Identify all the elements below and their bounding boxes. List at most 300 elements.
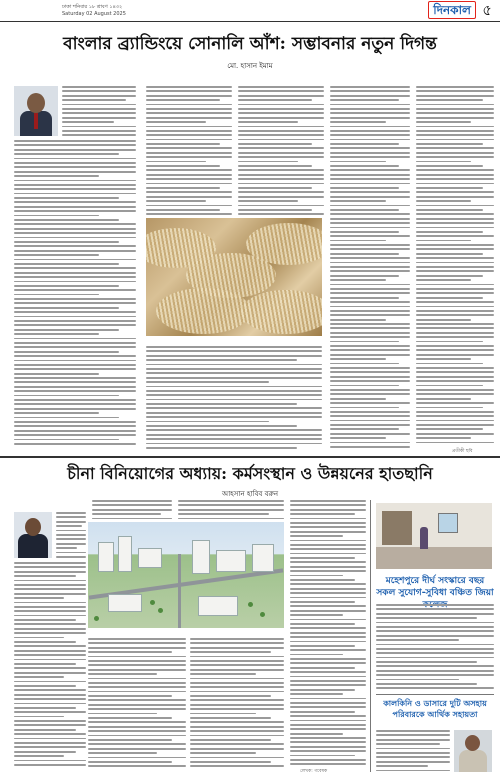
body-text-line <box>330 200 386 202</box>
body-text-line <box>14 171 136 173</box>
body-text-line <box>62 112 136 114</box>
body-text-line <box>146 152 232 154</box>
body-text-line <box>416 104 494 106</box>
body-text-line <box>376 752 450 754</box>
body-text-line <box>290 544 366 546</box>
body-text-line <box>290 632 366 634</box>
body-text-line <box>178 500 284 502</box>
body-text-line <box>238 187 312 189</box>
body-text-line <box>62 95 136 97</box>
body-text-line <box>416 411 494 413</box>
body-text-line <box>290 601 355 603</box>
body-text-line <box>330 196 410 198</box>
author-photo-jute <box>14 86 58 136</box>
body-text-line <box>14 733 86 735</box>
body-text-line <box>146 429 322 431</box>
body-text-line <box>14 417 119 419</box>
body-text-line <box>14 263 119 265</box>
body-text-line <box>376 626 494 628</box>
body-text-line <box>14 373 99 375</box>
body-text-line <box>190 713 256 715</box>
body-text-line <box>290 592 366 594</box>
body-text-line <box>14 342 136 344</box>
body-text-line <box>146 421 269 423</box>
body-text-line <box>14 580 86 582</box>
body-text-line <box>416 279 471 281</box>
body-text-line <box>14 562 86 564</box>
body-text-line <box>330 86 410 88</box>
body-text-line <box>416 270 494 272</box>
body-text-line <box>238 178 324 180</box>
body-text-line <box>330 389 410 391</box>
body-text-line <box>416 442 494 444</box>
page-header <box>0 0 500 22</box>
body-text-line <box>376 644 494 646</box>
body-text-line <box>290 684 366 686</box>
body-text-line <box>416 156 494 158</box>
body-text-line <box>88 735 186 737</box>
body-text-line <box>190 717 271 719</box>
body-text-line <box>238 165 312 167</box>
body-text-line <box>14 316 136 318</box>
body-text-line <box>330 253 399 255</box>
body-text-line <box>416 222 494 224</box>
body-text-line <box>190 752 256 754</box>
body-text-line <box>330 147 410 149</box>
body-text-line <box>290 627 366 629</box>
jute-column-1b <box>14 140 136 450</box>
body-text-line <box>416 349 494 351</box>
body-text-line <box>14 698 86 700</box>
body-text-line <box>416 205 494 207</box>
body-text-line <box>146 86 232 88</box>
body-text-line <box>62 86 136 88</box>
body-text-line <box>238 112 324 114</box>
body-text-line <box>14 672 86 674</box>
body-text-line <box>146 130 232 132</box>
body-text-line <box>330 314 410 316</box>
china-column-1a <box>56 512 86 560</box>
body-text-line <box>88 699 186 701</box>
body-text-line <box>416 301 494 303</box>
body-text-line <box>330 323 410 325</box>
body-text-line <box>330 371 410 373</box>
body-text-line <box>14 566 86 568</box>
body-text-line <box>416 345 494 347</box>
body-text-line <box>290 605 366 607</box>
body-text-line <box>376 617 477 619</box>
body-text-line <box>190 638 284 640</box>
body-text-line <box>330 108 410 110</box>
body-text-line <box>88 678 186 680</box>
body-text-line <box>330 262 410 264</box>
body-text-line <box>238 161 298 163</box>
body-text-line <box>330 222 410 224</box>
body-text-line <box>330 178 410 180</box>
body-text-line <box>14 140 136 142</box>
body-text-line <box>416 367 494 369</box>
body-text-line <box>376 622 494 624</box>
body-text-line <box>14 703 86 705</box>
body-text-line <box>330 270 410 272</box>
body-text-line <box>190 743 284 745</box>
body-text-line <box>290 513 355 515</box>
body-text-line <box>238 108 324 110</box>
body-text-line <box>62 126 136 128</box>
body-text-line <box>146 99 220 101</box>
body-text-line <box>290 518 366 520</box>
body-text-line <box>416 323 494 325</box>
body-text-line <box>88 708 186 710</box>
body-text-line <box>14 232 136 234</box>
body-text-line <box>146 178 232 180</box>
body-text-line <box>178 518 284 520</box>
body-text-line <box>416 253 483 255</box>
body-text-line <box>190 682 284 684</box>
body-text-line <box>190 730 284 732</box>
body-text-line <box>190 748 284 750</box>
body-text-line <box>146 434 322 436</box>
body-text-line <box>416 319 471 321</box>
body-text-line <box>62 117 136 119</box>
body-text-line <box>14 144 136 146</box>
body-text-line <box>190 704 284 706</box>
date-bangla: ঢাকা শনিবার ১৮ শ্রাবণ ১৪৩২ <box>62 4 123 10</box>
body-text-line <box>14 197 119 199</box>
newspaper-masthead-logo: দিনকাল <box>428 1 476 19</box>
body-text-line <box>416 117 494 119</box>
body-text-line <box>416 231 483 233</box>
body-text-line <box>376 756 450 758</box>
body-text-line <box>56 516 86 518</box>
body-text-line <box>56 543 86 545</box>
body-text-line <box>92 500 172 502</box>
body-text-line <box>416 95 494 97</box>
body-text-line <box>290 724 366 726</box>
body-text-line <box>146 425 297 427</box>
body-text-line <box>14 408 136 410</box>
body-text-line <box>190 735 284 737</box>
body-text-line <box>14 289 136 291</box>
body-text-line <box>330 367 410 369</box>
body-text-line <box>190 765 284 767</box>
body-text-line <box>146 196 232 198</box>
body-text-line <box>146 355 322 357</box>
body-text-line <box>146 377 322 379</box>
body-text-line <box>330 121 386 123</box>
body-text-line <box>330 112 410 114</box>
body-text-line <box>416 371 494 373</box>
body-text-line <box>376 765 428 767</box>
body-text-line <box>330 297 399 299</box>
body-text-line <box>290 509 366 511</box>
body-text-line <box>416 424 494 426</box>
body-text-line <box>238 130 324 132</box>
body-text-line <box>146 90 232 92</box>
body-text-line <box>416 112 494 114</box>
body-text-line <box>416 314 494 316</box>
body-text-line <box>416 420 494 422</box>
body-text-line <box>14 223 136 225</box>
body-text-line <box>416 389 494 391</box>
body-text-line <box>190 757 284 759</box>
body-text-line <box>290 733 343 735</box>
china-column-2 <box>92 500 172 520</box>
china-column-1b <box>14 562 86 768</box>
body-text-line <box>416 235 494 237</box>
body-text-line <box>14 311 136 313</box>
body-text-line <box>56 547 77 549</box>
body-text-line <box>416 266 494 268</box>
china-story-credit: লেখক: গবেষক <box>300 769 328 774</box>
body-text-line <box>14 298 136 300</box>
body-text-line <box>290 619 366 621</box>
body-text-line <box>290 561 366 563</box>
china-column-3b <box>190 638 284 768</box>
body-text-line <box>416 433 494 435</box>
body-text-line <box>290 763 366 765</box>
body-text-line <box>290 676 366 678</box>
body-text-line <box>14 711 86 713</box>
body-text-line <box>238 95 324 97</box>
body-text-line <box>330 143 399 145</box>
body-text-line <box>416 376 494 378</box>
body-text-line <box>88 651 172 653</box>
body-text-line <box>290 654 343 656</box>
body-text-line <box>330 266 410 268</box>
body-text-line <box>416 385 483 387</box>
body-text-line <box>14 206 136 208</box>
body-text-line <box>14 637 64 639</box>
body-text-line <box>14 716 64 718</box>
body-text-line <box>190 660 284 662</box>
body-text-line <box>330 187 399 189</box>
body-text-line <box>88 695 172 697</box>
body-text-line <box>88 664 186 666</box>
body-text-line <box>330 306 410 308</box>
body-text-line <box>14 412 99 414</box>
body-text-line <box>330 169 410 171</box>
body-text-line <box>146 134 232 136</box>
body-text-line <box>238 143 312 145</box>
jute-column-1 <box>62 86 136 138</box>
body-text-line <box>146 399 322 401</box>
column-divider <box>370 500 371 772</box>
body-text-line <box>14 241 119 243</box>
body-text-line <box>290 667 355 669</box>
body-text-line <box>14 650 86 652</box>
body-text-line <box>88 743 186 745</box>
body-text-line <box>146 390 322 392</box>
body-text-line <box>330 407 399 409</box>
body-text-line <box>376 608 494 610</box>
body-text-line <box>238 147 324 149</box>
body-text-line <box>62 99 126 101</box>
body-text-line <box>14 659 86 661</box>
body-text-line <box>330 411 410 413</box>
jute-column-4 <box>330 86 410 450</box>
body-text-line <box>330 358 386 360</box>
body-text-line <box>14 329 119 331</box>
body-text-line <box>330 104 410 106</box>
body-text-line <box>376 670 494 672</box>
body-text-line <box>376 739 450 741</box>
body-text-line <box>330 319 386 321</box>
body-text-line <box>14 351 119 353</box>
body-text-line <box>376 687 494 689</box>
body-text-line <box>416 398 471 400</box>
body-text-line <box>14 184 136 186</box>
body-text-line <box>330 152 410 154</box>
body-text-line <box>14 610 86 612</box>
body-text-line <box>330 191 410 193</box>
body-text-line <box>330 376 410 378</box>
body-text-line <box>238 183 324 185</box>
body-text-line <box>416 90 494 92</box>
body-text-line <box>330 134 410 136</box>
body-text-line <box>190 691 284 693</box>
body-text-line <box>416 336 494 338</box>
story-divider <box>376 694 494 695</box>
body-text-line <box>146 108 232 110</box>
body-text-line <box>14 355 136 357</box>
body-text-line <box>330 240 386 242</box>
body-text-line <box>416 327 494 329</box>
body-text-line <box>238 152 324 154</box>
body-text-line <box>88 647 186 649</box>
section-divider <box>0 456 500 458</box>
body-text-line <box>376 661 477 663</box>
body-text-line <box>14 228 136 230</box>
body-text-line <box>14 430 136 432</box>
jute-column-2 <box>146 86 232 216</box>
body-text-line <box>14 215 99 217</box>
body-text-line <box>330 327 410 329</box>
body-text-line <box>14 729 76 731</box>
body-text-line <box>88 752 157 754</box>
body-text-line <box>416 341 483 343</box>
body-text-line <box>290 715 366 717</box>
body-text-line <box>88 748 186 750</box>
body-text-line <box>14 377 136 379</box>
body-text-line <box>290 575 343 577</box>
body-text-line <box>416 200 471 202</box>
body-text-line <box>92 504 172 506</box>
body-text-line <box>178 513 269 515</box>
body-text-line <box>14 250 136 252</box>
body-text-line <box>146 104 232 106</box>
body-text-line <box>146 359 297 361</box>
body-text-line <box>290 645 355 647</box>
body-text-line <box>330 284 410 286</box>
body-text-line <box>14 628 86 630</box>
body-text-line <box>330 213 410 215</box>
body-text-line <box>416 213 494 215</box>
body-text-line <box>376 613 494 615</box>
body-text-line <box>238 213 324 215</box>
body-text-line <box>14 324 136 326</box>
college-photo <box>376 503 492 569</box>
body-text-line <box>330 393 410 395</box>
body-text-line <box>14 294 99 296</box>
body-text-line <box>14 390 136 392</box>
body-text-line <box>14 368 136 370</box>
body-text-line <box>146 372 322 374</box>
body-text-line <box>88 660 186 662</box>
body-text-line <box>290 623 355 625</box>
body-text-line <box>56 512 86 514</box>
body-text-line <box>14 245 136 247</box>
body-text-line <box>330 126 410 128</box>
body-text-line <box>14 434 136 436</box>
body-text-line <box>14 395 119 397</box>
body-text-line <box>416 196 494 198</box>
body-text-line <box>330 183 410 185</box>
body-text-line <box>290 553 366 555</box>
economic-zone-illustration <box>88 522 284 628</box>
body-text-line <box>330 332 410 334</box>
moheshpur-story-body <box>376 604 494 692</box>
body-text-line <box>56 521 86 523</box>
body-text-line <box>146 209 220 211</box>
body-text-line <box>14 399 136 401</box>
body-text-line <box>376 648 494 650</box>
body-text-line <box>330 402 410 404</box>
body-text-line <box>376 674 494 676</box>
body-text-line <box>88 739 172 741</box>
body-text-line <box>146 403 297 405</box>
body-text-line <box>330 209 399 211</box>
body-text-line <box>290 522 366 524</box>
body-text-line <box>88 642 186 644</box>
body-text-line <box>146 350 322 352</box>
body-text-line <box>14 641 76 643</box>
body-text-line <box>416 134 494 136</box>
body-text-line <box>290 614 343 616</box>
body-text-line <box>290 706 366 708</box>
body-text-line <box>416 332 494 334</box>
body-text-line <box>14 720 86 722</box>
body-text-line <box>290 641 366 643</box>
body-text-line <box>14 689 86 691</box>
body-text-line <box>330 363 399 365</box>
body-text-line <box>238 90 324 92</box>
body-text-line <box>238 99 312 101</box>
body-text-line <box>330 345 410 347</box>
jute-column-3 <box>238 86 324 216</box>
body-text-line <box>290 610 366 612</box>
body-text-line <box>14 193 136 195</box>
body-text-line <box>416 415 494 417</box>
body-text-line <box>416 288 494 290</box>
body-text-line <box>330 218 410 220</box>
body-text-line <box>92 513 161 515</box>
body-text-line <box>14 276 136 278</box>
body-text-line <box>190 761 271 763</box>
jute-story-headline: বাংলার ব্র্যান্ডিংয়ে সোনালি আঁশ: সম্ভাবনার নতুন দিগন্ত <box>63 34 437 54</box>
body-text-line <box>190 726 284 728</box>
body-text-line <box>238 200 298 202</box>
body-text-line <box>290 658 366 660</box>
jute-photo-credit: প্রতীকী ছবি <box>452 449 473 454</box>
body-text-line <box>330 161 386 163</box>
author-photo-china <box>14 512 52 558</box>
body-text-line <box>416 143 483 145</box>
body-text-line <box>290 535 343 537</box>
body-text-line <box>290 526 366 528</box>
body-text-line <box>330 415 410 417</box>
body-text-line <box>14 597 64 599</box>
